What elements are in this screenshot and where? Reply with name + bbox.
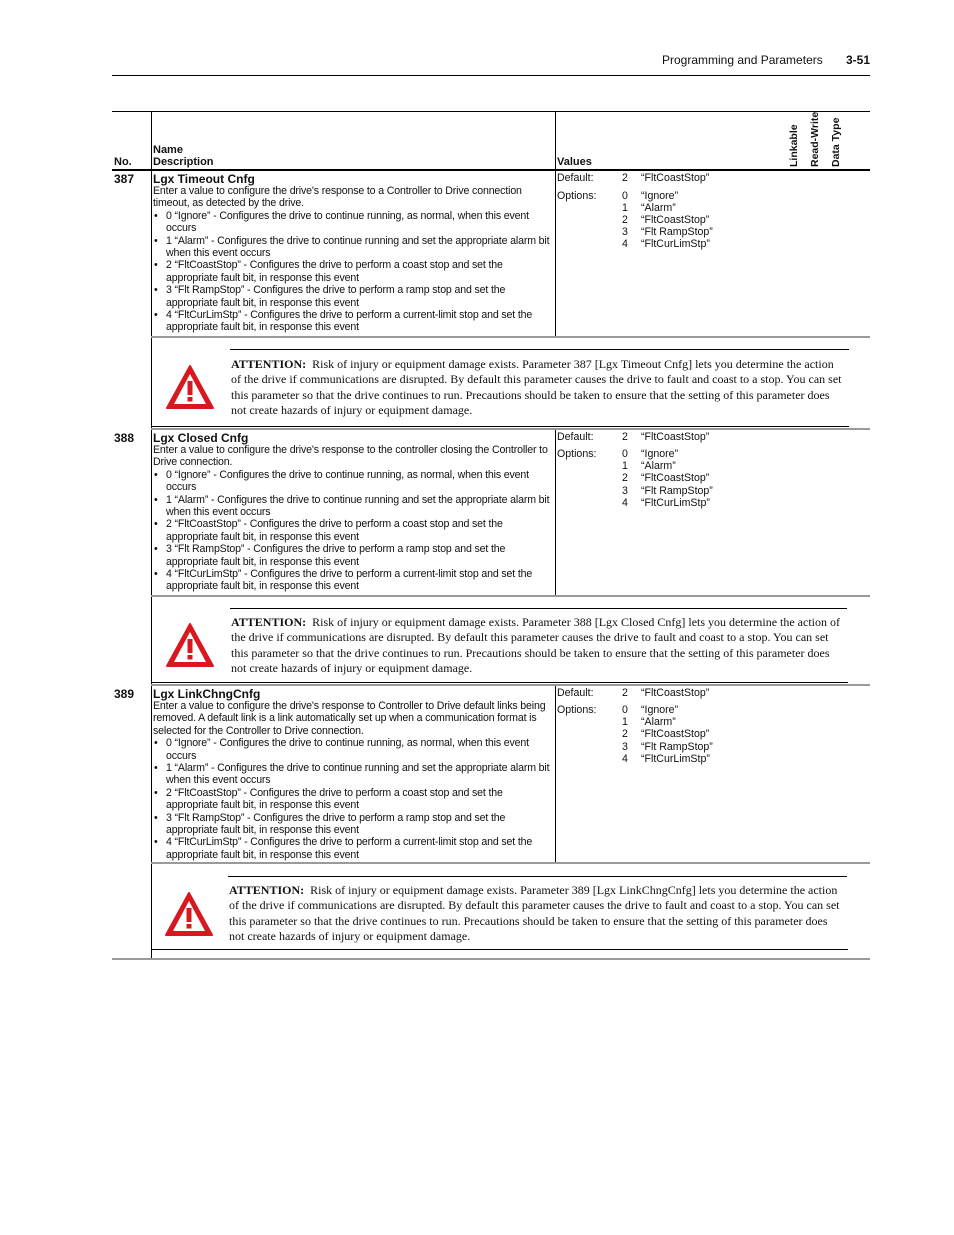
table-bottom-rule xyxy=(112,958,870,960)
param-description-text: Enter a value to configure the drive's response to the controller closing the Controller to Drive connection. xyxy=(153,444,548,469)
warning-triangle-icon xyxy=(165,364,215,415)
column-header-read-write: Read-Write xyxy=(809,111,821,167)
row-divider xyxy=(151,595,870,597)
list-item: • 1 “Alarm” - Configures the drive to continue running and set the appropriate alarm bit when this event occurs xyxy=(154,762,550,787)
column-header-description: Description xyxy=(153,156,214,168)
column-divider-values xyxy=(555,430,556,595)
option-number: 2 xyxy=(622,214,628,226)
table-top-rule xyxy=(112,111,870,112)
options-label: Options: xyxy=(557,190,597,202)
attention-notice xyxy=(229,883,841,945)
option-text: “FltCurLimStp” xyxy=(641,753,710,765)
option-number: 1 xyxy=(622,202,628,214)
param-name: Lgx Closed Cnfg xyxy=(153,431,249,445)
attention-notice xyxy=(231,615,845,677)
param-values xyxy=(557,172,857,262)
list-item: • 0 “Ignore” - Configures the drive to continue running, as normal, when this event occurs xyxy=(154,209,529,235)
column-divider-values xyxy=(555,686,556,862)
default-value: 2 xyxy=(622,172,628,184)
list-item: • 4 “FltCurLimStp” - Configures the drive to perform a current-limit stop and set the appropriate fault bit, in response this event xyxy=(154,309,533,334)
attention-top-rule xyxy=(230,349,849,350)
column-divider-values xyxy=(555,170,556,336)
option-bullet-list xyxy=(153,469,555,593)
option-bullet-list xyxy=(153,210,555,334)
attention-bottom-rule xyxy=(151,682,848,683)
attention-top-rule xyxy=(228,876,847,877)
param-number: 387 xyxy=(114,172,135,186)
option-text: “Flt RampStop” xyxy=(641,741,713,753)
column-header-values: Values xyxy=(557,156,592,168)
row-divider xyxy=(151,684,870,686)
column-divider-no xyxy=(151,111,152,959)
page-number: 3-51 xyxy=(846,53,871,67)
default-text: “FltCoastStop” xyxy=(641,687,710,699)
running-header-section: Programming and Parameters xyxy=(662,53,823,67)
list-item: • 2 “FltCoastStop” - Configures the drive to perform a coast stop and set the appropriate fault bit, in response this event xyxy=(154,786,503,812)
default-text: “FltCoastStop” xyxy=(641,172,710,184)
attention-text: Risk of injury or equipment damage exists. Parameter 388 [Lgx Closed Cnfg] lets you determine the action of the drive if communications are disrupted. By default this parameter causes the drive to fault and coast to a stop. You can set this parameter so that the drive continues to run. Precautions should be taken to ensure that the setting of this parameter does not create hazards of injury or equipment damage. xyxy=(231,615,841,676)
row-divider xyxy=(151,862,870,864)
param-description xyxy=(153,700,555,861)
option-text: “FltCurLimStp” xyxy=(641,497,710,509)
option-bullet-list xyxy=(153,737,555,861)
options-label: Options: xyxy=(557,704,597,716)
option-text: “Ignore” xyxy=(641,704,679,716)
option-number: 4 xyxy=(622,238,628,250)
list-item: • 1 “Alarm” - Configures the drive to continue running and set the appropriate alarm bit when this event occurs xyxy=(154,493,550,519)
param-number: 388 xyxy=(114,431,135,445)
option-number: 0 xyxy=(622,704,628,716)
list-item: • 2 “FltCoastStop” - Configures the drive to perform a coast stop and set the appropriate fault bit, in response this event xyxy=(154,518,503,543)
list-item: • 0 “Ignore” - Configures the drive to continue running, as normal, when this event occurs xyxy=(154,737,529,762)
list-item: • 3 “Flt RampStop” - Configures the drive to perform a ramp stop and set the appropriate fault bit, in response this event xyxy=(154,284,506,309)
option-text: “Ignore” xyxy=(641,190,679,202)
option-number: 0 xyxy=(622,190,628,202)
warning-triangle-icon xyxy=(165,622,215,673)
list-item: • 3 “Flt RampStop” - Configures the drive to perform a ramp stop and set the appropriate fault bit, in response this event xyxy=(154,811,506,837)
option-number: 4 xyxy=(622,753,628,765)
attention-bottom-rule xyxy=(151,949,848,950)
column-header-no: No. xyxy=(114,156,132,168)
param-description-text: Enter a value to configure the drive's response to Controller to Drive default links being removed. A default link is a link automatically set up when a communication format is selected for the Controller to Drive connection. xyxy=(153,700,546,737)
default-value: 2 xyxy=(622,431,628,443)
param-values xyxy=(557,431,857,521)
option-text: “Flt RampStop” xyxy=(641,485,713,497)
attention-notice xyxy=(231,357,843,419)
option-number: 0 xyxy=(622,448,628,460)
option-text: “Flt RampStop” xyxy=(641,226,713,238)
header-rule xyxy=(112,75,870,76)
param-description xyxy=(153,444,555,593)
default-label: Default: xyxy=(557,431,594,443)
list-item: • 3 “Flt RampStop” - Configures the drive to perform a ramp stop and set the appropriate fault bit, in response this event xyxy=(154,543,506,568)
option-text: “Alarm” xyxy=(641,716,676,728)
param-description xyxy=(153,185,555,334)
param-name: Lgx LinkChngCnfg xyxy=(153,687,261,701)
param-values xyxy=(557,687,857,777)
column-divider-values xyxy=(555,111,556,170)
param-number: 389 xyxy=(114,687,135,701)
attention-label: ATTENTION: xyxy=(229,883,305,897)
warning-triangle-icon xyxy=(164,891,214,942)
list-item: • 0 “Ignore” - Configures the drive to continue running, as normal, when this event occurs xyxy=(154,468,529,494)
option-number: 2 xyxy=(622,472,628,484)
option-number: 3 xyxy=(622,485,628,497)
row-divider xyxy=(151,336,870,338)
list-item: • 2 “FltCoastStop” - Configures the drive to perform a coast stop and set the appropriate fault bit, in response this event xyxy=(154,259,503,284)
default-value: 2 xyxy=(622,687,628,699)
attention-label: ATTENTION: xyxy=(231,357,307,371)
options-label: Options: xyxy=(557,448,597,460)
list-item: • 4 “FltCurLimStp” - Configures the drive to perform a current-limit stop and set the appropriate fault bit, in response this event xyxy=(154,568,533,593)
option-text: “FltCurLimStp” xyxy=(641,238,710,250)
option-number: 2 xyxy=(622,728,628,740)
list-item: • 4 “FltCurLimStp” - Configures the drive to perform a current-limit stop and set the appropriate fault bit, in response this event xyxy=(154,836,533,861)
option-number: 1 xyxy=(622,460,628,472)
column-header-name: Name xyxy=(153,144,183,156)
table-header-rule xyxy=(112,169,870,171)
row-divider xyxy=(151,428,870,430)
attention-label: ATTENTION: xyxy=(231,615,307,629)
default-label: Default: xyxy=(557,687,594,699)
column-header-linkable: Linkable xyxy=(788,124,800,167)
option-number: 3 xyxy=(622,741,628,753)
option-text: “Alarm” xyxy=(641,202,676,214)
attention-top-rule xyxy=(230,608,847,609)
list-item: • 1 “Alarm” - Configures the drive to continue running and set the appropriate alarm bit when this event occurs xyxy=(154,234,550,260)
option-text: “Ignore” xyxy=(641,448,679,460)
attention-text: Risk of injury or equipment damage exists. Parameter 387 [Lgx Timeout Cnfg] lets you determine the action of the drive if communications are disrupted. By default this parameter causes the drive to fault and coast to a stop. You can set this parameter so that the drive continues to run. Precautions should be taken to ensure that the setting of this parameter does not create hazards of injury or equipment damage. xyxy=(231,357,842,418)
column-header-data-type: Data Type xyxy=(830,117,842,167)
option-text: “FltCoastStop” xyxy=(641,472,710,484)
attention-text: Risk of injury or equipment damage exists. Parameter 389 [Lgx LinkChngCnfg] lets you determine the action of the drive if communications are disrupted. By default this parameter causes the drive to fault and coast to a stop. You can set this parameter so that the drive continues to run. Precautions should be taken to ensure that the setting of this parameter does not create hazards of injury or equipment damage. xyxy=(229,883,840,944)
default-label: Default: xyxy=(557,172,594,184)
param-name: Lgx Timeout Cnfg xyxy=(153,172,255,186)
attention-bottom-rule xyxy=(151,426,849,427)
option-number: 4 xyxy=(622,497,628,509)
default-text: “FltCoastStop” xyxy=(641,431,710,443)
option-text: “FltCoastStop” xyxy=(641,728,710,740)
option-text: “FltCoastStop” xyxy=(641,214,710,226)
option-number: 3 xyxy=(622,226,628,238)
param-description-text: Enter a value to configure the drive's response to a Controller to Drive connection timeout, as detected by the drive. xyxy=(153,185,522,210)
option-text: “Alarm” xyxy=(641,460,676,472)
option-number: 1 xyxy=(622,716,628,728)
